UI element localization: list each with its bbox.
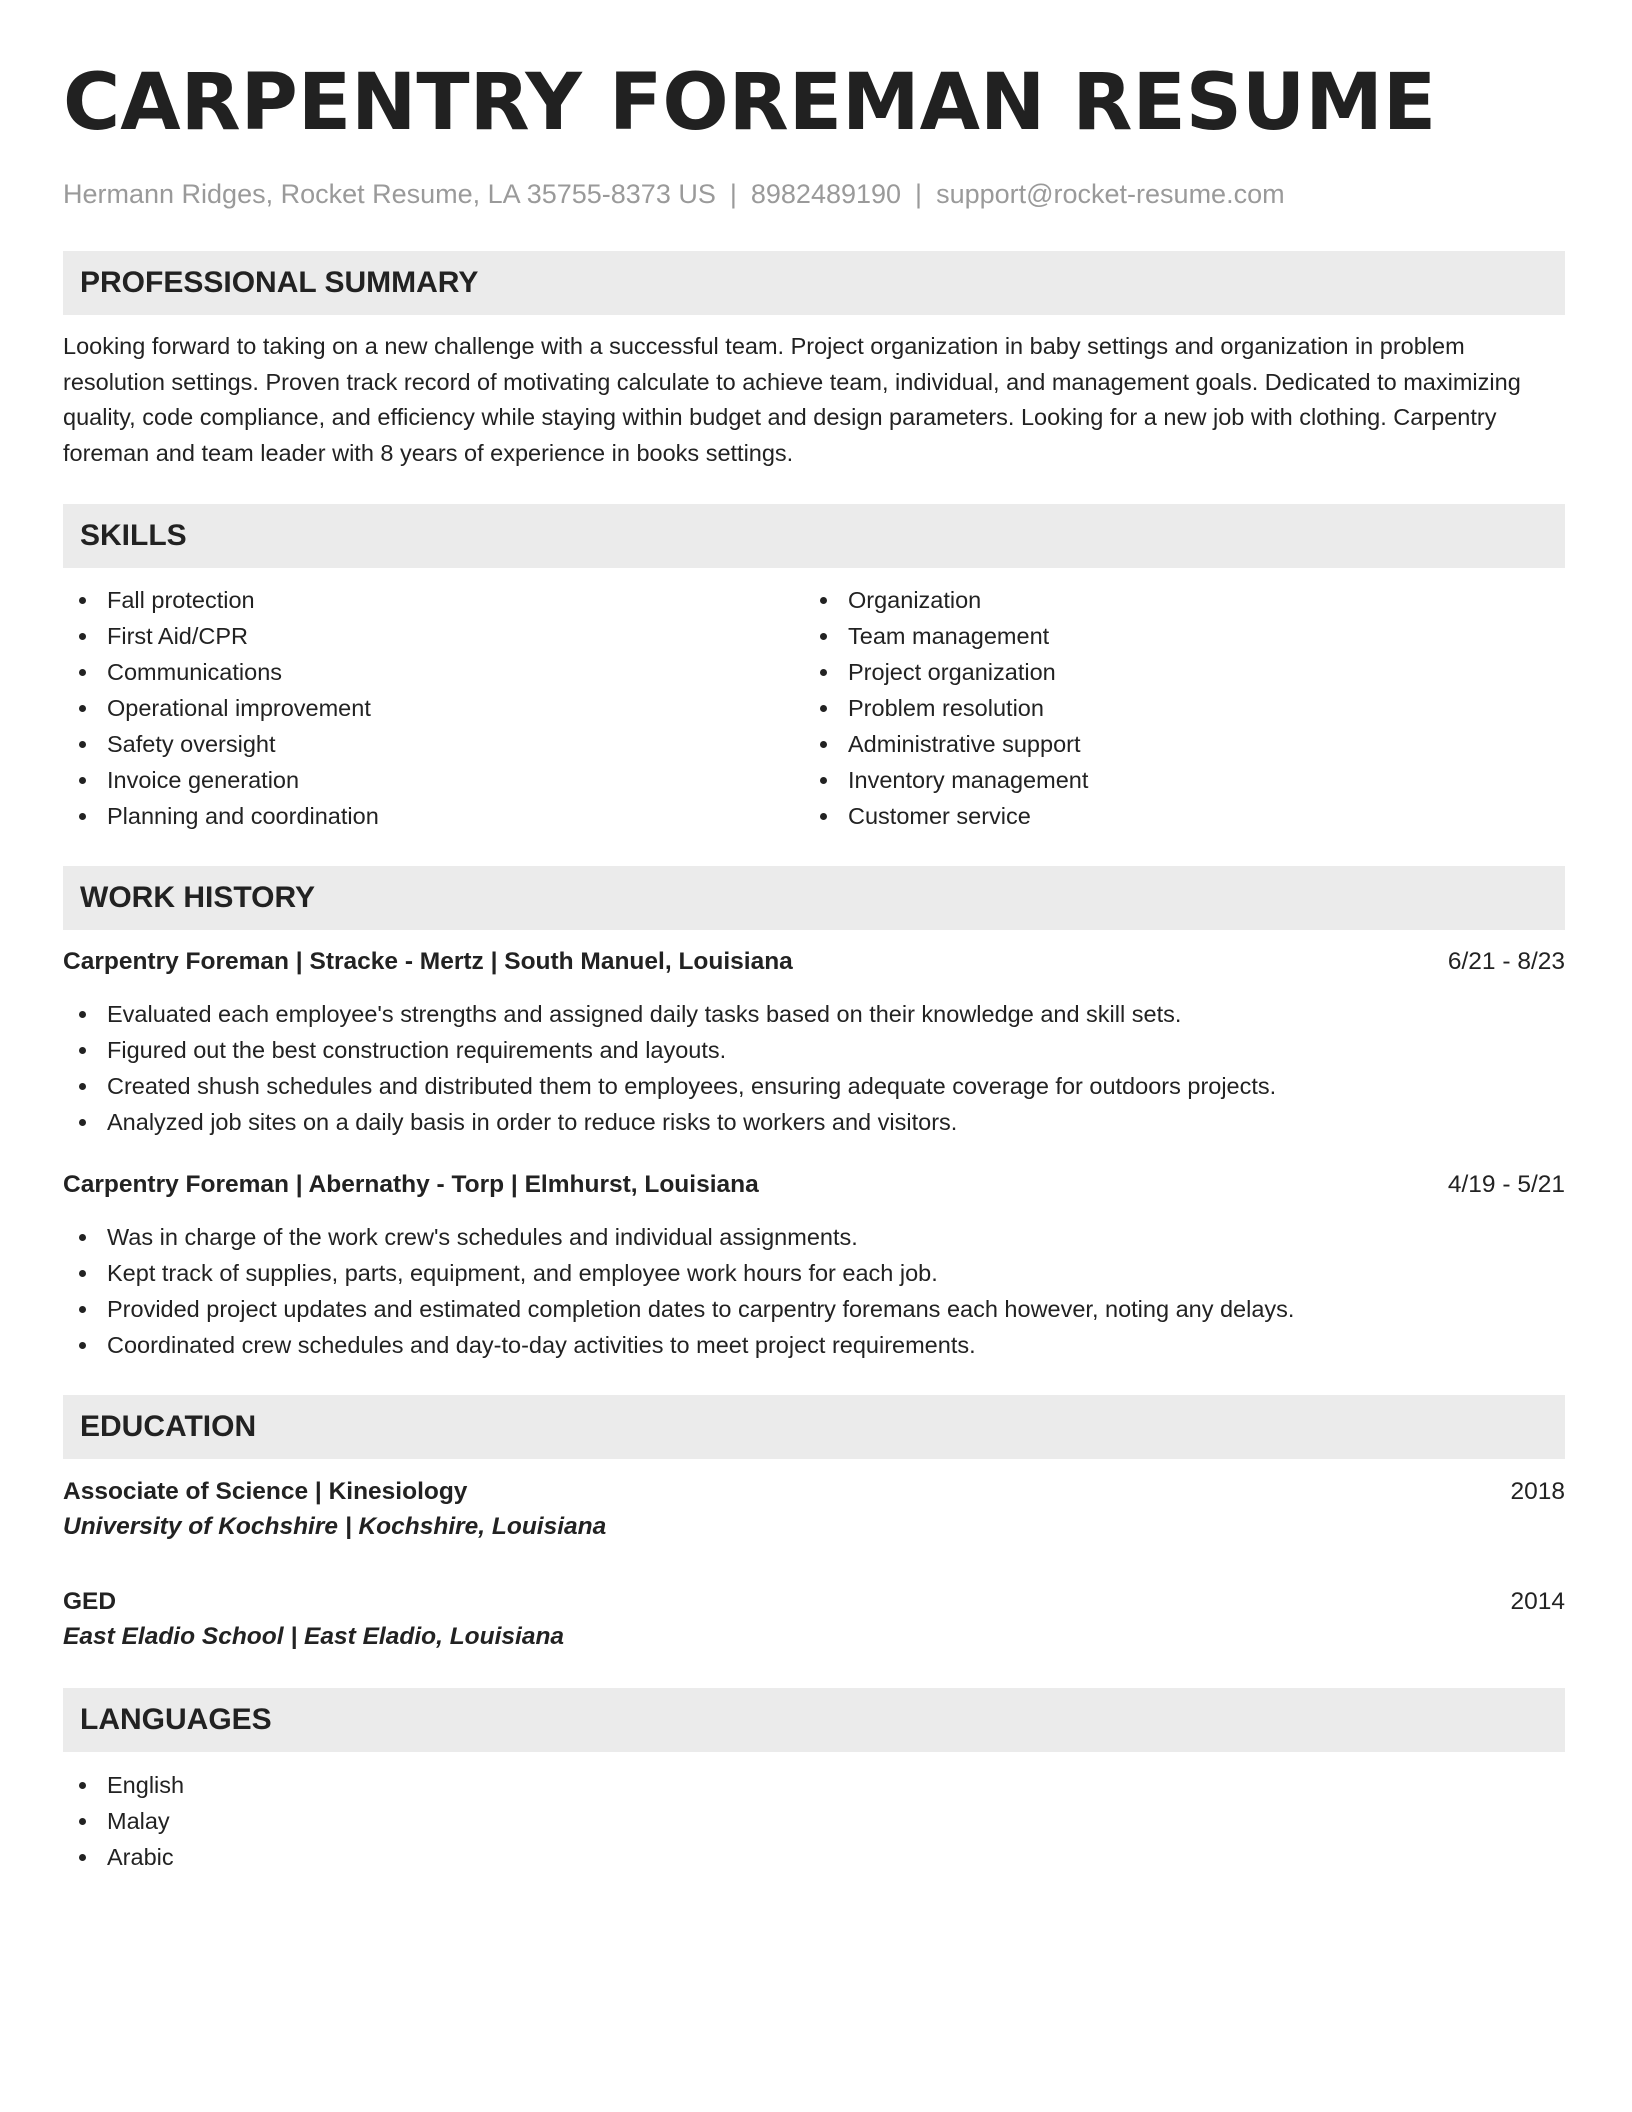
contact-separator: | [915, 179, 923, 209]
job-duties [63, 1219, 1565, 1363]
skill-item: Planning and coordination [63, 798, 804, 834]
job-duty: Was in charge of the work crew's schedules and individual assignments. [63, 1219, 1565, 1255]
skill-item: Organization [804, 582, 1545, 618]
skill-item: Customer service [804, 798, 1545, 834]
skills-list-left [63, 582, 804, 834]
education-year: 2014 [1510, 1588, 1565, 1615]
contact-separator: | [729, 179, 737, 209]
skills-grid [63, 582, 1565, 834]
education-header [63, 1585, 1565, 1619]
education-heading: EDUCATION [63, 1395, 1565, 1459]
summary-text: Looking forward to taking on a new challenge with a successful team. Project organization in baby settings and organization in problem resolution settings. Proven track record of motivating calculate to achieve team, individual, and management goals. Dedicated to maximizing quality, code compliance, and efficiency while staying within budget and design parameters. Looking for a new job with clothing. Carpentry foreman and team leader with 8 years of experience in books settings. [63, 333, 1521, 466]
skill-item: Invoice generation [63, 762, 804, 798]
skill-item: Communications [63, 654, 804, 690]
skill-item: Problem resolution [804, 690, 1545, 726]
job-entry [63, 945, 1565, 1140]
education-header [63, 1475, 1565, 1509]
job-title: Carpentry Foreman | Stracke - Mertz | South Manuel, Louisiana [63, 948, 793, 975]
job-duty: Created shush schedules and distributed them to employees, ensuring adequate coverage for outdoors projects. [63, 1068, 1565, 1104]
contact-line [63, 178, 1565, 210]
skill-item: Project organization [804, 654, 1545, 690]
languages-heading: LANGUAGES [63, 1688, 1565, 1752]
education-degree: GED [63, 1588, 117, 1615]
job-entry [63, 1168, 1565, 1363]
skill-item: Fall protection [63, 582, 804, 618]
education-degree: Associate of Science | Kinesiology [63, 1478, 468, 1505]
skills-column-left [63, 582, 804, 834]
education-entry [63, 1585, 1565, 1655]
job-duty: Provided project updates and estimated completion dates to carpentry foremans each however, noting any delays. [63, 1291, 1565, 1327]
resume-page [63, 0, 1565, 1875]
contact-email[interactable]: support@rocket-resume.com [936, 179, 1285, 209]
contact-address: Hermann Ridges, Rocket Resume, LA 35755-8373 US [63, 179, 716, 209]
education-entry [63, 1475, 1565, 1545]
resume-title: CARPENTRY FOREMAN RESUME [63, 58, 1437, 148]
job-duty: Kept track of supplies, parts, equipment, and employee work hours for each job. [63, 1255, 1565, 1291]
contact-phone[interactable]: 8982489190 [750, 179, 902, 209]
work-history-heading: WORK HISTORY [63, 866, 1565, 930]
skill-item: Inventory management [804, 762, 1545, 798]
skill-item: Team management [804, 618, 1545, 654]
job-dates: 4/19 - 5/21 [1447, 1171, 1565, 1198]
language-item: Malay [63, 1803, 1565, 1839]
language-item: English [63, 1767, 1565, 1803]
job-header [63, 1168, 1565, 1202]
job-duty: Figured out the best construction requirements and layouts. [63, 1032, 1565, 1068]
languages-list [63, 1767, 1565, 1875]
job-header [63, 945, 1565, 979]
education-school: University of Kochshire | Kochshire, Louisiana [63, 1513, 607, 1540]
skills-column-right [804, 582, 1545, 834]
job-dates: 6/21 - 8/23 [1447, 948, 1565, 975]
job-duty: Evaluated each employee's strengths and assigned daily tasks based on their knowledge and skill sets. [63, 996, 1565, 1032]
summary-heading: PROFESSIONAL SUMMARY [63, 251, 1565, 315]
job-title: Carpentry Foreman | Abernathy - Torp | Elmhurst, Louisiana [63, 1171, 759, 1198]
job-duties [63, 996, 1565, 1140]
education-school: East Eladio School | East Eladio, Louisiana [63, 1623, 565, 1650]
skills-list-right [804, 582, 1545, 834]
skill-item: Administrative support [804, 726, 1545, 762]
skill-item: Operational improvement [63, 690, 804, 726]
job-duty: Analyzed job sites on a daily basis in order to reduce risks to workers and visitors. [63, 1104, 1565, 1140]
skill-item: Safety oversight [63, 726, 804, 762]
job-duty: Coordinated crew schedules and day-to-day activities to meet project requirements. [63, 1327, 1565, 1363]
skill-item: First Aid/CPR [63, 618, 804, 654]
language-item: Arabic [63, 1839, 1565, 1875]
skills-heading: SKILLS [63, 504, 1565, 568]
education-year: 2018 [1510, 1478, 1565, 1505]
